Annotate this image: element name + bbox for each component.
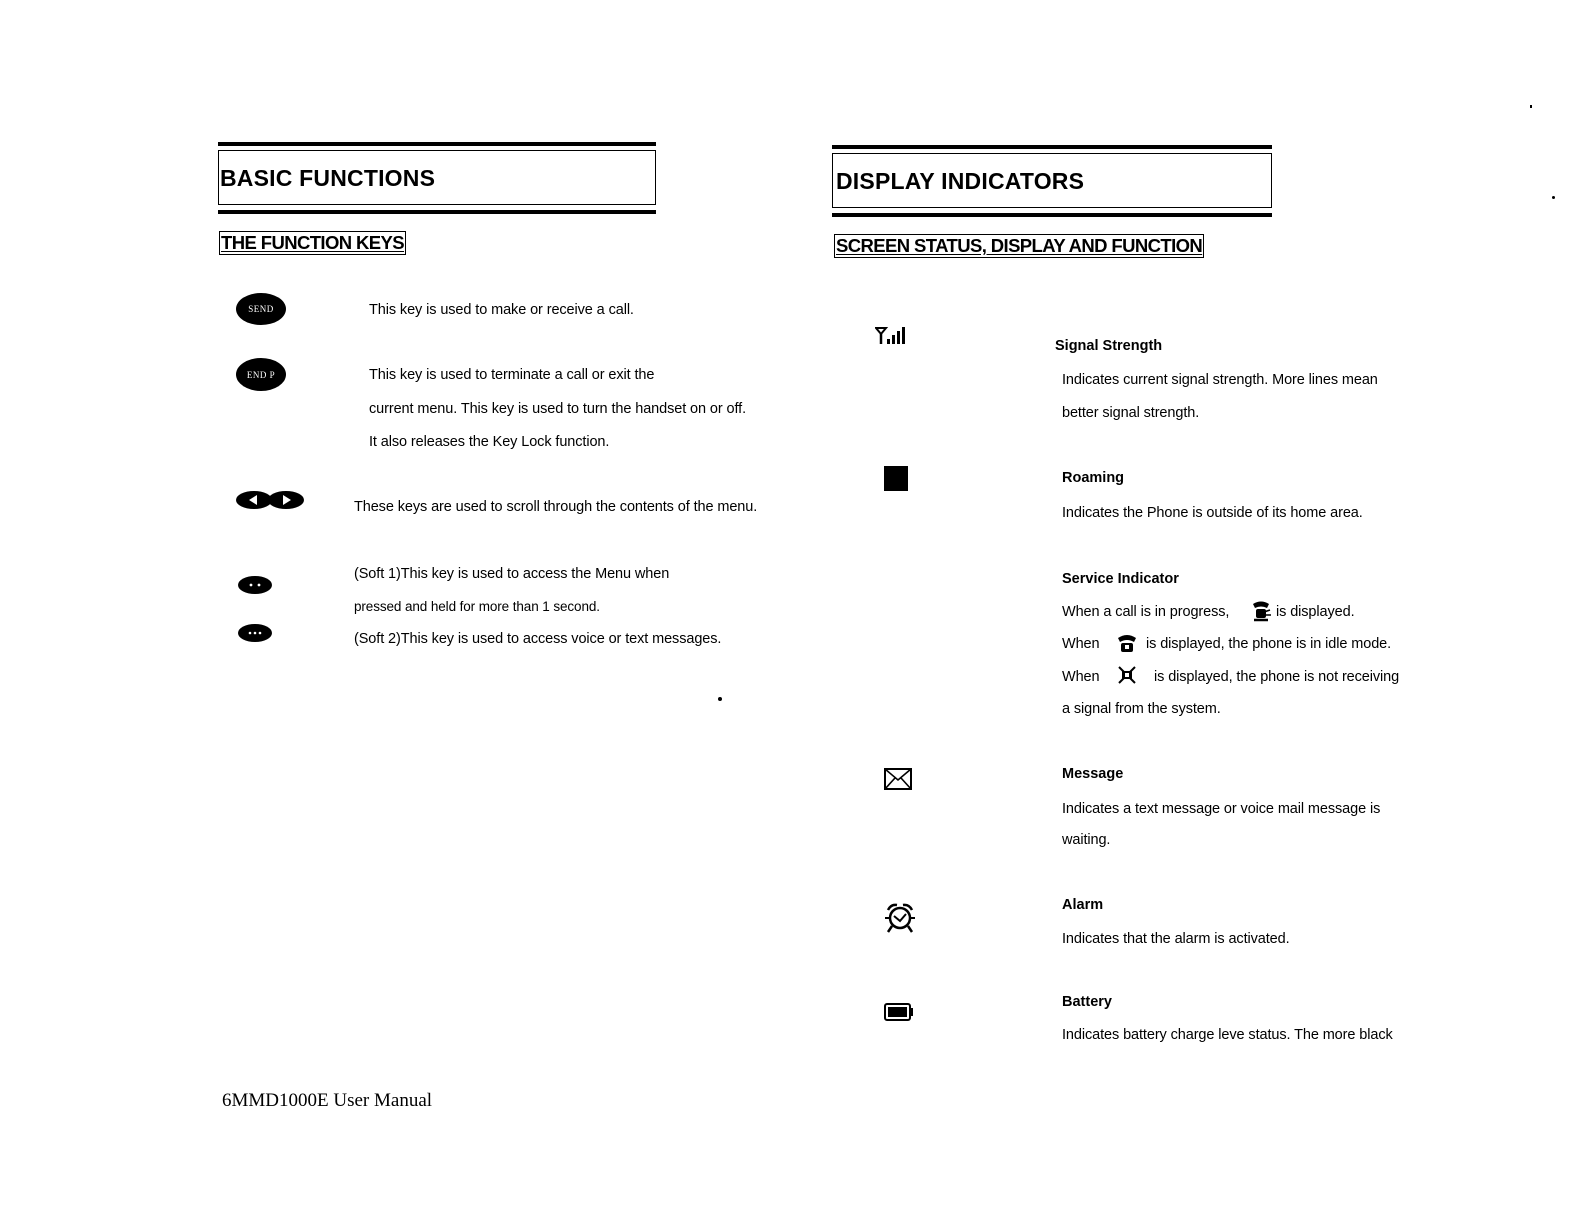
key-description-line: This key is used to make or receive a call. (369, 302, 634, 318)
roaming-icon (884, 466, 908, 491)
key-description-line: This key is used to terminate a call or exit the (369, 367, 655, 383)
alarm-svg (882, 902, 918, 934)
message-icon (884, 768, 912, 790)
indicator-description-line: Indicates a text message or voice mail message is (1062, 801, 1381, 817)
alarm-icon (882, 902, 918, 934)
end-key-icon (236, 358, 286, 391)
section-title: BASIC FUNCTIONS (220, 165, 436, 191)
subsection-title: THE FUNCTION KEYS (221, 232, 405, 253)
signal-strength-icon (875, 325, 911, 347)
indicator-title: Alarm (1062, 897, 1104, 913)
call-in-progress-svg (1250, 600, 1272, 622)
indicator-description-line: Indicates the Phone is outside of its home area. (1062, 505, 1363, 521)
indicator-description-line: Indicates that the alarm is activated. (1062, 931, 1290, 947)
key-description-line: pressed and held for more than 1 second. (354, 599, 600, 614)
service-line-4: a signal from the system. (1062, 701, 1221, 717)
service-line-3-before: When (1062, 669, 1100, 685)
indicator-title: Battery (1062, 994, 1112, 1010)
indicator-description-line: better signal strength. (1062, 405, 1200, 421)
key-description-line: current menu. This key is used to turn the handset on or off. (369, 401, 747, 417)
display-indicators-title-box (832, 145, 1272, 217)
soft-key-2-svg (238, 623, 272, 643)
service-line-3-after: is displayed, the phone is not receiving (1154, 669, 1400, 685)
subsection-title: SCREEN STATUS, DISPLAY AND FUNCTION (836, 235, 1203, 256)
key-description-line: It also releases the Key Lock function. (369, 434, 610, 450)
call-in-progress-icon (1250, 600, 1272, 622)
soft-key-2-icon (238, 623, 272, 643)
end-key-label: END P (246, 369, 276, 380)
service-line-2-before: When (1062, 636, 1100, 652)
basic-functions-title-box (218, 142, 656, 214)
service-line-2-after: is displayed, the phone is in idle mode. (1146, 636, 1392, 652)
soft-key-1-svg (238, 575, 272, 595)
soft-key-1-icon (238, 575, 272, 595)
indicator-title: Signal Strength (1055, 338, 1163, 354)
send-key-label: SEND (248, 304, 274, 314)
message-svg (884, 768, 912, 790)
stray-dot (1530, 105, 1532, 108)
indicator-description-line: Indicates current signal strength. More lines mean (1062, 372, 1378, 388)
stray-dot (1552, 196, 1555, 199)
battery-icon (884, 1003, 914, 1021)
indicator-title: Message (1062, 766, 1124, 782)
scroll-keys-icon (236, 490, 304, 510)
idle-phone-icon (1116, 633, 1138, 655)
indicator-title: Roaming (1062, 470, 1125, 486)
indicator-description-line: Indicates battery charge leve status. The more black (1062, 1027, 1393, 1043)
signal-strength-svg (875, 325, 911, 347)
indicator-description-line: waiting. (1062, 832, 1111, 848)
service-line-1-after: is displayed. (1276, 604, 1355, 620)
no-service-svg (1117, 665, 1137, 685)
send-key-icon (236, 293, 286, 325)
service-line-1-before: When a call is in progress, (1062, 604, 1230, 620)
section-title: DISPLAY INDICATORS (836, 168, 1085, 194)
scroll-keys-svg (236, 490, 304, 510)
key-description-line: These keys are used to scroll through the contents of the menu. (354, 499, 758, 515)
battery-svg (884, 1003, 914, 1021)
key-description-line: (Soft 1)This key is used to access the Menu when (354, 566, 670, 582)
no-service-icon (1117, 665, 1137, 685)
page-footer: 6MMD1000E User Manual (222, 1090, 433, 1111)
key-description-line: (Soft 2)This key is used to access voice or text messages. (354, 631, 722, 647)
indicator-title: Service Indicator (1062, 571, 1179, 587)
stray-dot (718, 697, 722, 701)
idle-phone-svg (1116, 633, 1138, 655)
